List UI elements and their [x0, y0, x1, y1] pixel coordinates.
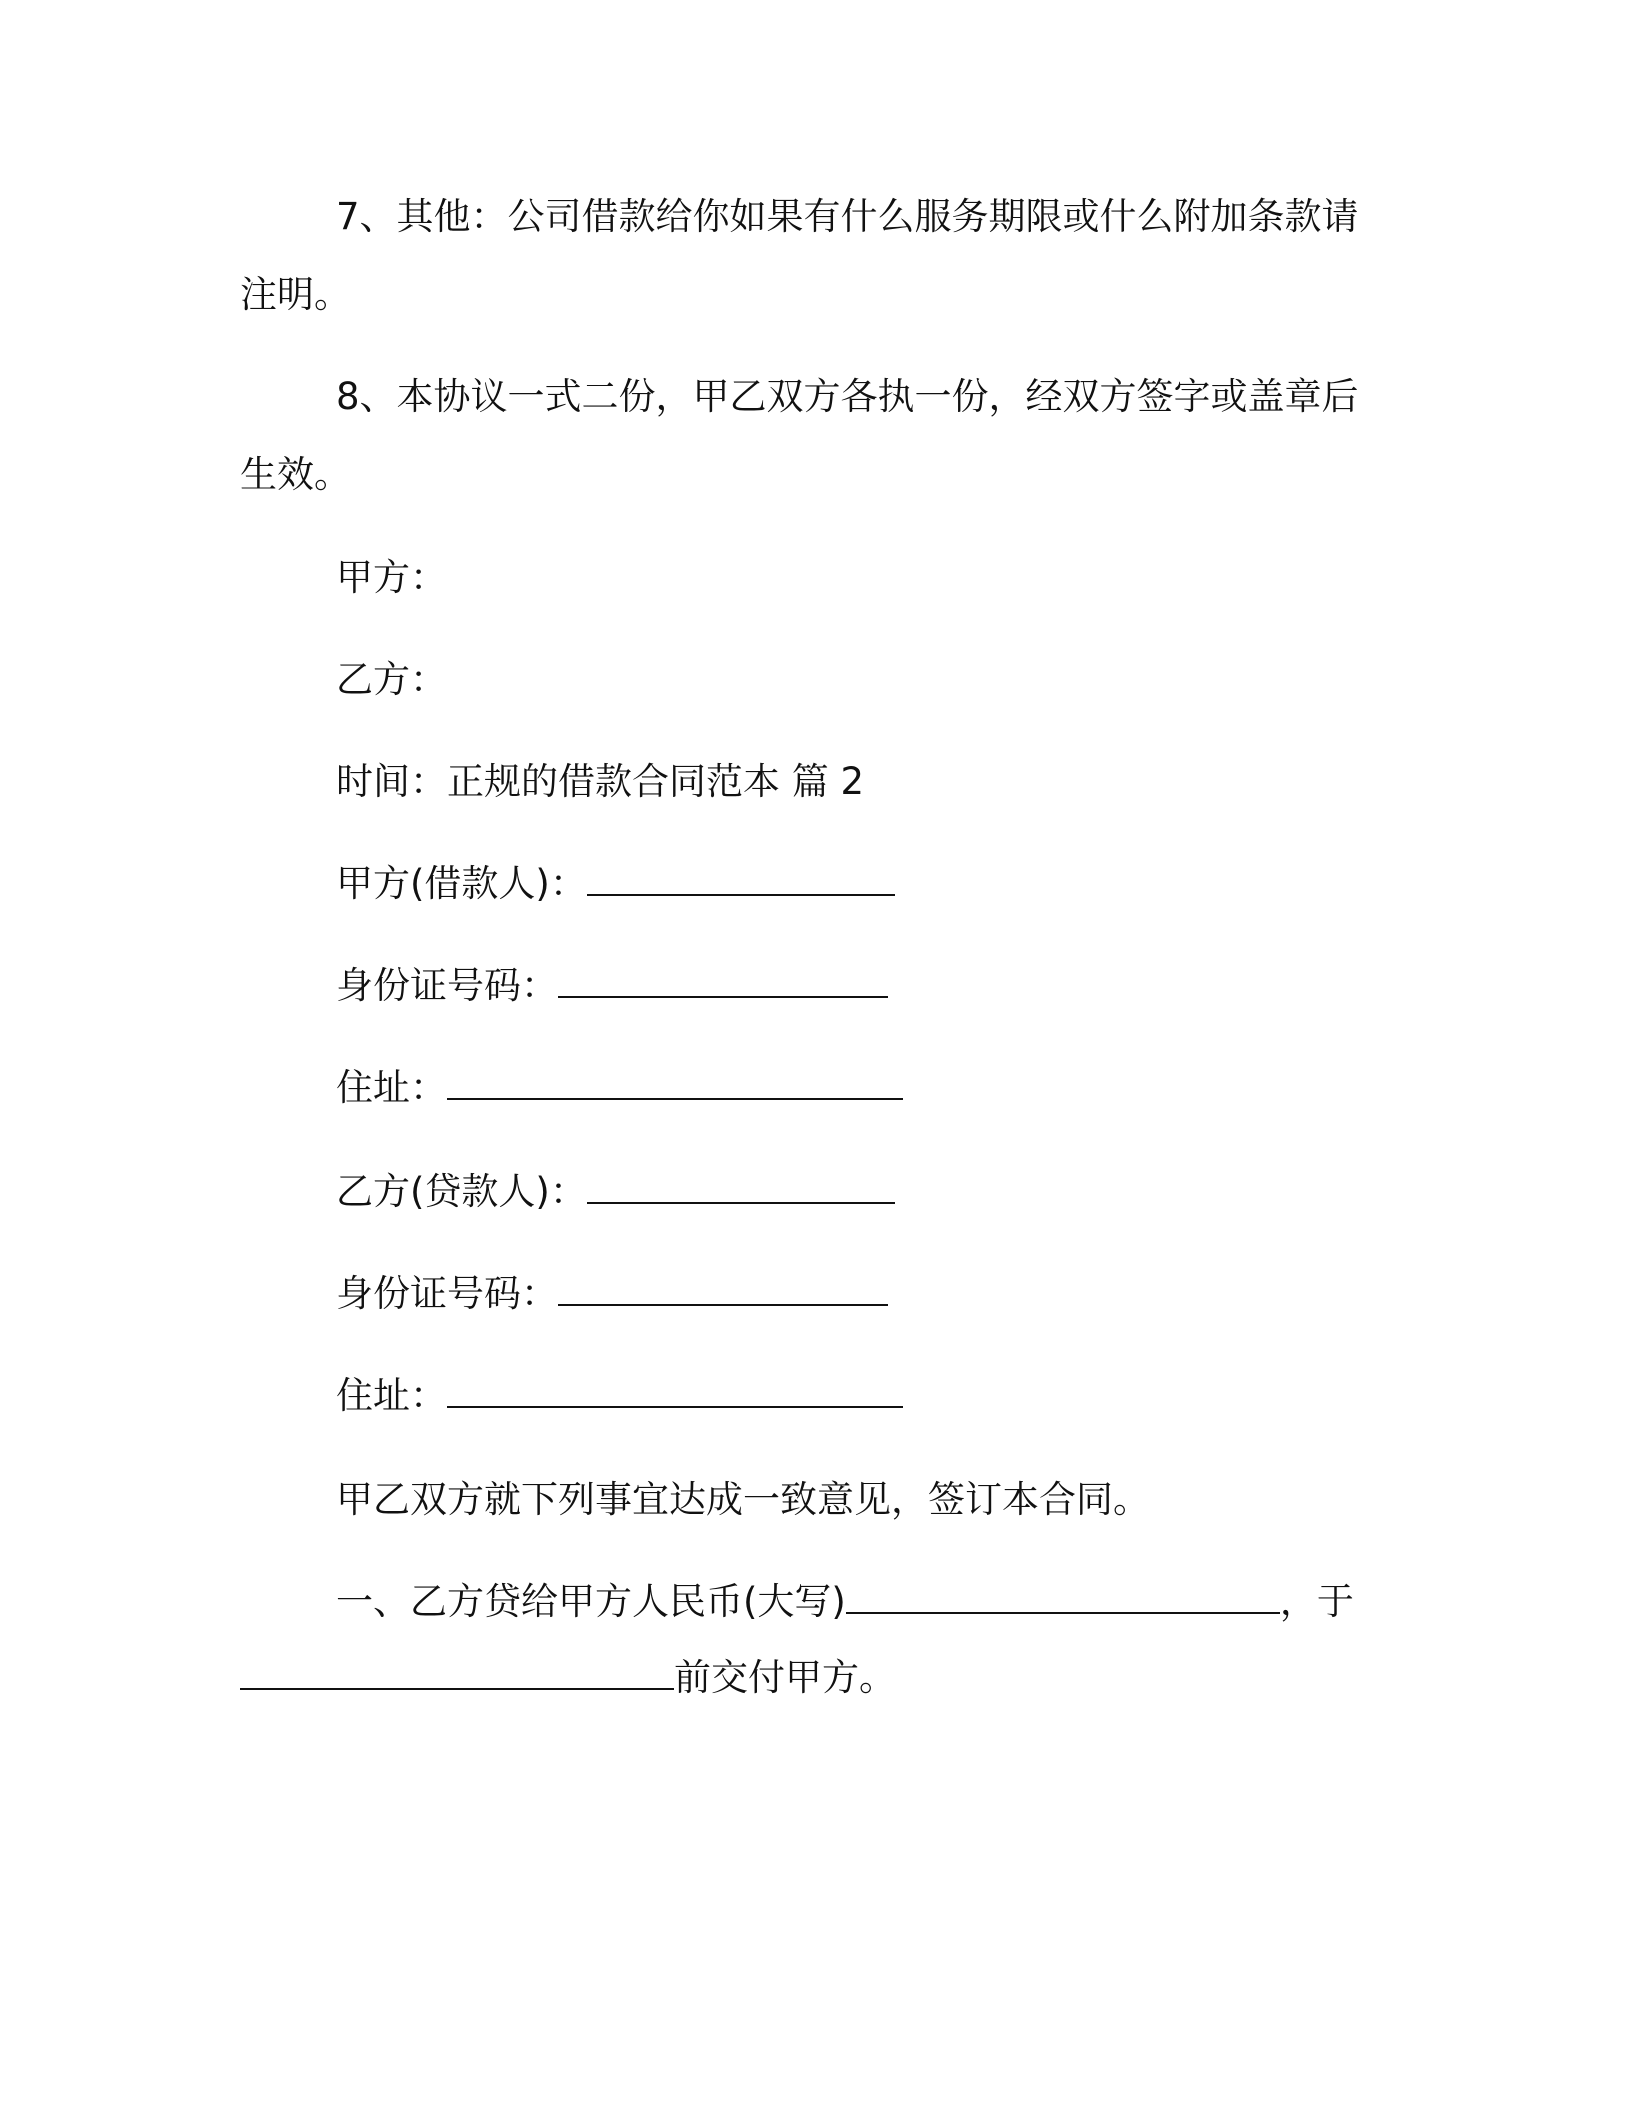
clause-8-line-1: 8、本协议一式二份，甲乙双方各执一份，经双方签字或盖章后: [336, 375, 1359, 418]
lender-address-row: [336, 1370, 903, 1422]
borrower-name-blank: [587, 864, 895, 896]
clause-8: [240, 358, 1360, 514]
borrower-id-row: [336, 960, 888, 1012]
lender-id-row: [336, 1268, 888, 1320]
clause-1-line-2: [240, 1652, 896, 1704]
borrower-address-label: 住址：: [336, 1066, 447, 1109]
agreement-intro: 甲乙双方就下列事宜达成一致意见，签订本合同。: [336, 1478, 1150, 1521]
party-a-signature: 甲方：: [336, 556, 447, 599]
lender-name-blank: [587, 1172, 895, 1204]
loan-amount-blank: [846, 1582, 1280, 1614]
borrower-label: 甲方(借款人)：: [336, 862, 587, 905]
delivery-date-blank: [240, 1658, 674, 1690]
clause-7-line-1: 7、其他：公司借款给你如果有什么服务期限或什么附加条款请: [336, 195, 1359, 238]
borrower-address-row: [336, 1062, 903, 1114]
clause-7-line-2: 注明。: [240, 273, 351, 316]
lender-address-blank: [447, 1376, 903, 1408]
lender-label: 乙方(贷款人)：: [336, 1170, 587, 1213]
lender-row: [336, 1166, 895, 1218]
borrower-address-blank: [447, 1068, 903, 1100]
time-line: 时间：正规的借款合同范本 篇 2: [336, 760, 865, 803]
borrower-id-label: 身份证号码：: [336, 964, 558, 1007]
borrower-row: [336, 858, 895, 910]
clause-1-text: 一、乙方贷给甲方人民币(大写): [336, 1580, 846, 1623]
party-b-signature: 乙方：: [336, 658, 447, 701]
clause-1-line-1: [336, 1576, 1354, 1628]
clause-8-line-2: 生效。: [240, 453, 351, 496]
clause-1-tail: 前交付甲方。: [674, 1656, 896, 1699]
borrower-id-blank: [558, 966, 888, 998]
clause-1-connector: ，于: [1279, 1580, 1354, 1623]
lender-address-label: 住址：: [336, 1374, 447, 1417]
lender-id-blank: [558, 1274, 888, 1306]
lender-id-label: 身份证号码：: [336, 1272, 558, 1315]
clause-7: [240, 178, 1360, 334]
